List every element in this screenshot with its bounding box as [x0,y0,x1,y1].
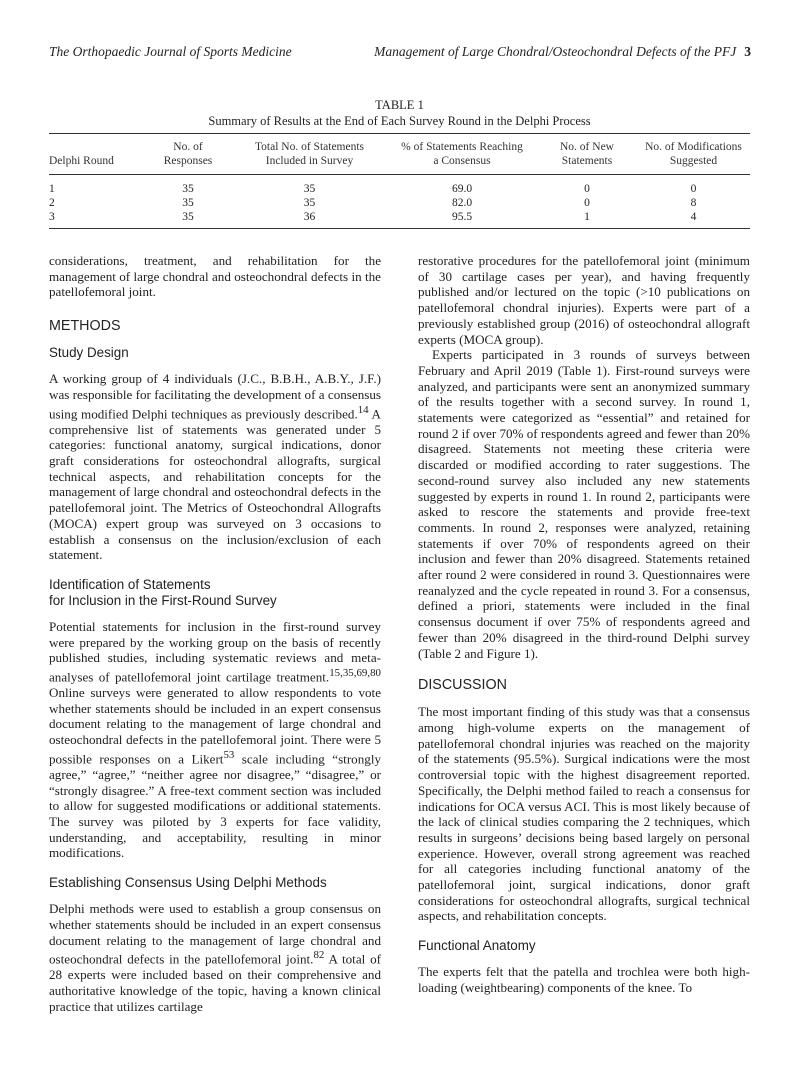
col-header-consensus-pct: % of Statements Reaching a Consensus [401,141,523,167]
citation-superscript: 53 [223,748,235,761]
table-cell: 35 [303,197,316,209]
table-row [49,175,750,197]
table-header-row [49,134,750,175]
table-cell: 35 [182,197,194,209]
page-number: 3 [744,44,751,59]
table-caption: Summary of Results at the End of Each Survey Round in the Delphi Process [208,114,591,128]
table-cell: 82.0 [451,197,473,209]
functional-anatomy-paragraph: The experts felt that the patella and trochlea were both high-loading (weightbearing) components of the knee. To [418,964,750,995]
intro-paragraph-tail: considerations, treatment, and rehabilitation for the management of large chondral and osteochondral defects in the patellofemoral joint. [49,253,381,300]
journal-name: The Orthopaedic Journal of Sports Medicine [49,44,292,59]
functional-anatomy-heading: Functional Anatomy [418,938,536,954]
identification-heading: Identification of Statements for Inclusion in the First-Round Survey [49,576,277,608]
col-header-modifications: No. of Modifications Suggested [645,141,742,167]
results-table-block [49,97,750,229]
discussion-paragraph: The most important finding of this study was that a consensus among high-volume experts on the management of patellofemoral chondral injuries was reached on the majority of the statements (95.5%). Surgical indications were the most controversial topic with the highest disagreement reported. Specifically, the Delphi method failed to reach a consensus for indications for OCA versus ACI. This is most likely because of the lack of clinical studies comparing the 2 techniques, which results in surgeons’ decisions being based largely on personal experience. However, overall strong agreement was reached for all categories including functional anatomy of the patellofemoral joint, surgical indications, donor graft considerations for osteochondral allografts, surgical technical aspects, and rehabilitation concepts. [418,704,750,924]
col-header-responses: No. of Responses [163,141,213,167]
study-design-paragraph: A working group of 4 individuals (J.C., B.B.H., A.B.Y., J.F.) was responsible for facilitating the development of a consensus using modified Delphi techniques as previously described.$^{14}$ A comprehensive list of statements was generated under 5 categories: functional anatomy, surgical indications, donor graft considerations for osteochondral allografts, surgical technical aspects, and rehabilitation concepts for the management of large chondral and osteochondral defects in the patellofemoral joint. The Metrics of Osteochondral Allografts (MOCA) expert group was surveyed on 3 occasions to establish a consensus on the inclusion/exclusion of each statement. [49,371,381,563]
citation-superscript: 82 [313,949,325,962]
table-label: TABLE 1 [375,98,424,112]
methods-heading: METHODS [49,318,121,335]
article-short-title: Management of Large Chondral/Osteochondral Defects of the PFJ [374,44,737,59]
survey-rounds-paragraph: Experts participated in 3 rounds of surveys between February and April 2019 (Table 1). First-round surveys were analyzed, and participants were sent an anonymized summary of the results together with a second survey. In round 1, statements were categorized as “essential” and retained for round 2 if over 70% of respondents agreed and fewer than 20% disagreed. Statements not meeting these criteria were discarded or modified according to rater suggestions. The second-round survey also included any new statements suggested by experts in round 1. In round 2, participants were asked to rescore the statements and provide free-text comments. In round 2, responses were analyzed, retaining statements if over 70% of respondents agreed on their inclusion and fewer than 20% disagreed. Statements retained after round 2 were considered in round 3. Questionnaires were reanalyzed and the cycle repeated in round 3. For a consensus, defined a priori, statements were included in the final consensus document if over 75% of respondents agreed and fewer than 20% disagreed in the third-round Delphi survey (Table 2 and Figure 1). [418,347,750,661]
citation-superscript: 14 [357,403,369,416]
consensus-paragraph: Delphi methods were used to establish a group consensus on whether statements should be included in an expert consensus document relating to the management of large chondral and osteochondral defects in the patellofemoral joint.$^{82}$ A total of 28 experts were included based on their comprehensive and authoritative knowledge of the topic, having a known clinical practice that utilizes cartilage [49,901,381,1014]
table-row [49,196,750,210]
table-cell: 95.5 [451,211,473,223]
table-cell: 8 [690,197,697,209]
identification-paragraph: Potential statements for inclusion in the first-round survey were prepared by the working group on the basis of recently published studies, including systematic reviews and meta-analyses of patellofemoral joint cartilage treatment.$^{15,35,69,80}$ Online surveys were generated to allow respondents to vote whether statements should be included in an expert consensus document relating to the management of large chondral and osteochondral defects in the patellofemoral joint. There were 5 possible responses on a Likert$^{53}$ scale including “strongly agree,” “agree,” “neither agree nor disagree,” “disagree,” or “strongly disagree.” A free-text comment section was included to allow for suggested modifications or additional statements. The survey was piloted by 3 experts for face validity, understanding, and acceptability, resulting in minor modifications. [49,618,381,861]
citation-superscript: 15,35,69,80 [329,667,381,680]
table-cell: 4 [690,211,697,223]
table-row [49,210,750,229]
table-cell: 35 [303,183,316,195]
col-header-total-statements: Total No. of Statements Included in Survey [254,141,365,167]
table-cell: 2 [49,197,55,209]
discussion-heading: DISCUSSION [418,677,507,694]
table-cell: 0 [690,183,697,195]
results-table [49,133,750,229]
table-cell: 35 [182,211,194,223]
expert-criteria-paragraph: restorative procedures for the patellofemoral joint (minimum of 30 cartilage cases per year), and having frequently published and/or lectured on the topic (>10 publications on patellofemoral chondral injuries). Experts were part of a previously established group (2016) of osteochondral allograft experts (MOCA group). [418,253,750,347]
article-short-title-wrap [374,44,751,60]
table-cell: 36 [303,211,316,223]
table-cell: 0 [584,183,590,195]
table-cell: 1 [584,211,590,223]
table-cell: 1 [49,183,55,195]
table-cell: 69.0 [451,183,473,195]
table-cell: 35 [182,183,194,195]
consensus-heading: Establishing Consensus Using Delphi Methods [49,875,327,891]
col-header-delphi-round: Delphi Round [49,155,114,167]
col-header-new-statements: No. of New Statements [560,141,614,167]
study-design-heading: Study Design [49,345,129,361]
table-cell: 0 [584,197,590,209]
left-column [49,253,381,1048]
table-cell: 3 [49,211,55,223]
right-column [418,253,750,1048]
running-header [49,44,751,60]
